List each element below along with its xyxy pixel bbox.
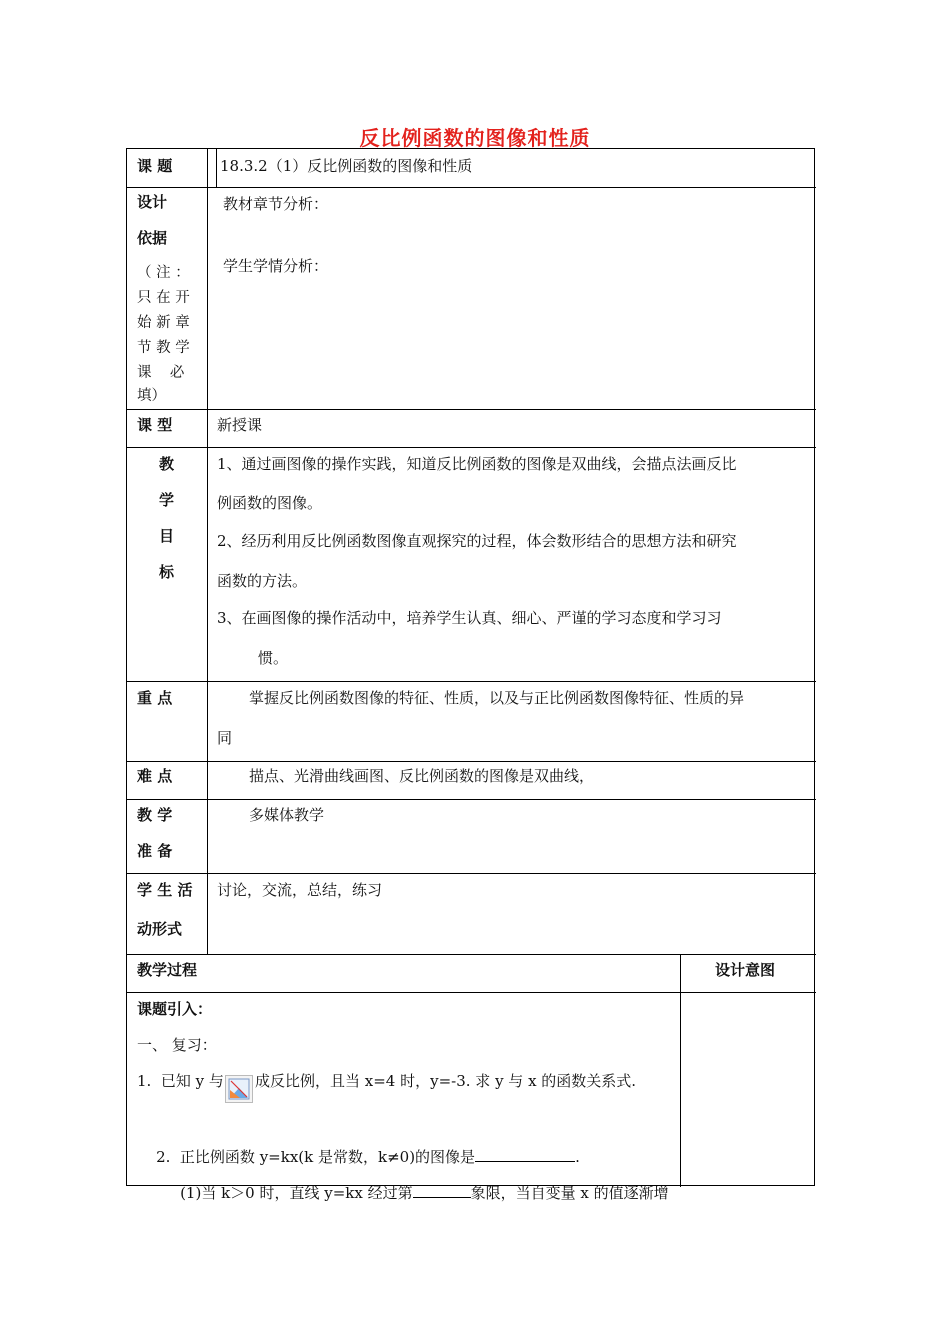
activity-label-1: 学 生 活 [137,881,193,899]
process-label: 教学过程 [137,961,198,979]
activity-value: 讨论，交流，总结，练习 [217,881,383,899]
question-2-part-1-tail: 象限，当自变量 x 的值逐渐增 [470,1184,669,1202]
question-2-end: . [575,1148,580,1166]
basis-note-4: 节 教 学 [137,340,190,356]
answer-blank [475,1147,575,1162]
row-divider [127,992,816,993]
answer-blank [413,1183,471,1198]
row-divider [127,954,816,955]
column-divider [207,149,208,954]
difficulty-label: 难 点 [137,767,173,785]
goals-label-char: 学 [159,491,175,509]
lesson-plan-table [126,148,815,1202]
basis-note-1: （ 注 ： [137,265,190,281]
goal-line: 例函数的图像。 [217,494,323,512]
column-divider [216,149,217,187]
document-title: 反比例函数的图像和性质 [359,126,591,150]
goals-label-char: 标 [159,563,175,581]
textbook-analysis-label: 教材章节分析： [223,195,329,213]
prep-label-1: 教 学 [137,806,173,824]
basis-label-2: 依据 [137,229,168,247]
design-intent-label: 设计意图 [715,961,776,979]
formula-image-icon [225,1075,253,1103]
basis-note-6: 填） [137,388,166,404]
row-divider [127,187,816,188]
goal-line: 惯。 [258,649,289,667]
goals-label-char: 教 [159,455,175,473]
goal-line: 2、经历利用反比例函数图像直观探究的过程，体会数形结合的思想方法和研究 [217,532,737,550]
basis-note-3: 始 新 章 [137,315,190,331]
topic-value: 18.3.2（1）反比例函数的图像和性质 [220,157,473,175]
row-divider [127,409,816,410]
row-divider [127,447,816,448]
column-divider [680,954,681,1187]
question-2-part-1 [161,1165,669,1220]
topic-label: 课 题 [137,157,173,175]
row-divider [127,681,816,682]
prep-value: 多媒体教学 [249,806,325,824]
question-2-part-1-text: (1)当 k＞0 时，直线 y=kx 经过第 [180,1184,413,1202]
key-point-label: 重 点 [137,689,173,707]
activity-label-2: 动形式 [137,920,183,938]
difficulty-value: 描点、光滑曲线画图、反比例函数的图像是双曲线， [249,767,595,785]
basis-note-2: 只 在 开 [137,290,190,306]
basis-label-1: 设计 [137,193,168,211]
goal-line: 3、在画图像的操作活动中，培养学生认真、细心、严谨的学习态度和学习习 [217,609,722,627]
type-value: 新授课 [217,416,263,434]
key-point-line-2: 同 [217,729,233,747]
goals-label-char: 目 [159,527,175,545]
prep-label-2: 准 备 [137,842,173,860]
review-heading: 一、 复习： [137,1036,217,1054]
row-divider [127,799,816,800]
question-2-text: 2. 正比例函数 y=kx(k 是常数，k≠0)的图像是 [156,1148,476,1166]
question-1-end: 成反比例，且当 x=4 时，y=-3. 求 y 与 x 的函数关系式. [255,1072,637,1090]
question-1-start: 1. 已知 y 与 [137,1072,224,1090]
key-point-line-1: 掌握反比例函数图像的特征、性质，以及与正比例函数图像特征、性质的异 [249,689,745,707]
row-divider [127,761,816,762]
goal-line: 函数的方法。 [217,572,308,590]
basis-note-5: 课 必 [137,365,185,381]
student-analysis-label: 学生学情分析： [223,257,329,275]
goal-line: 1、通过画图像的操作实践，知道反比例函数的图像是双曲线，会描点法画反比 [217,455,737,473]
type-label: 课 型 [137,416,173,434]
broken-image-icon [226,1076,252,1102]
row-divider [127,873,816,874]
intro-heading: 课题引入： [137,1000,213,1018]
